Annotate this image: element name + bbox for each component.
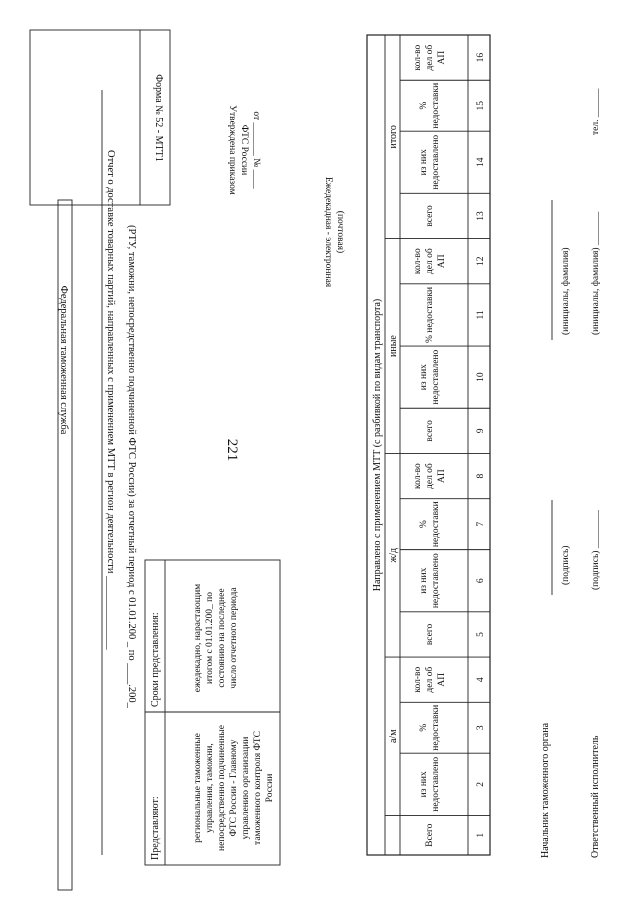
table-col-header: дел об	[425, 248, 435, 275]
present-who-text	[193, 725, 275, 851]
present-who-line: управления, таможни,	[205, 743, 215, 833]
table-col-header: всего	[425, 205, 435, 227]
table-col-header: АП	[437, 469, 447, 483]
present-who-header: Представляют:	[150, 796, 161, 860]
executor-initials-hint: (инициалы, фамилия) _______	[591, 211, 601, 335]
present-who-line: управлению организации	[241, 736, 251, 840]
signature-block	[540, 88, 601, 858]
table-col-number: 5	[476, 632, 486, 637]
table-col-header: % недоставки	[425, 286, 435, 344]
table-col-header: из них	[419, 364, 429, 391]
table-col-header: недоставки	[431, 704, 441, 751]
table-col-header: АП	[437, 50, 447, 65]
table-col-number: 6	[476, 578, 486, 584]
table-col-number: 15	[476, 100, 486, 111]
report-title-line2: (РТУ, таможни, непосредственно подчиненной ФТС России) за отчетный период с 01.01.200 _ по ____.200_	[126, 225, 137, 708]
present-who-line: непосредственно подчиненные	[217, 725, 227, 851]
present-who-line: России	[265, 773, 275, 803]
table-col-header: %	[419, 101, 429, 110]
form-number: Форма № 52 - МТТ1	[153, 74, 164, 162]
table-col-header: недоставлено	[431, 756, 441, 812]
table-col-number: 7	[476, 521, 486, 527]
head-sign-hint: (подпись)	[561, 545, 571, 585]
table-group-header: иные	[388, 335, 399, 357]
table-group-header: ж/д	[388, 547, 399, 563]
report-title-line1: Отчет о доставке товарных партий, направленных с применением МТТ в регион деятельности ______________	[105, 150, 116, 650]
table-col-header: недоставки	[431, 501, 441, 548]
table-group-header: итого	[388, 125, 399, 149]
mtt-table	[367, 35, 490, 855]
table-col-number: 2	[476, 781, 486, 787]
form-approval-box	[30, 30, 346, 288]
page-number: 221	[224, 438, 240, 462]
table-col-number: 8	[476, 473, 486, 479]
table-col-header: всего	[425, 623, 435, 646]
present-who-line: ФТС России - Главному	[229, 739, 239, 837]
present-when-text	[193, 584, 239, 692]
table-col-header: кол-во	[413, 463, 423, 490]
table-col-header: недоставлено	[431, 553, 441, 609]
frequency-line1: Ежедекадная - электронная	[323, 176, 333, 288]
present-when-line: ежедекадно, нарастающим	[193, 583, 203, 693]
table-col-header: недоставлено	[431, 134, 441, 190]
approved-line3: от _______ № ____	[251, 111, 261, 189]
table-col-header: АП	[437, 672, 447, 687]
present-who-line: региональные таможенные	[193, 733, 203, 843]
head-label: Начальник таможенного органа	[540, 722, 551, 858]
table-col-header: дел об	[425, 44, 435, 71]
table-col-header: кол-во	[413, 44, 423, 71]
present-when-line: число отчетного периода	[229, 587, 239, 689]
table-col-header: всего	[425, 420, 435, 442]
table-col-header: АП	[437, 254, 447, 269]
table-col-header: дел об	[425, 463, 435, 489]
table-col-header: кол-во	[413, 666, 423, 693]
table-col-number: 10	[476, 372, 486, 382]
table-col-number: 4	[476, 677, 486, 683]
head-initials-hint: (инициалы, фамилия)	[561, 247, 571, 335]
table-col-number: 3	[476, 725, 486, 731]
table-col-header: Всего	[425, 823, 435, 847]
table-col-number: 11	[476, 310, 486, 320]
present-box	[145, 560, 280, 865]
executor-label: Ответственный исполнитель	[590, 735, 601, 858]
table-col-header: из них	[419, 771, 429, 798]
table-title: Направлено с применением МТТ (с разбивкой по видам транспорта)	[372, 298, 383, 592]
frequency-line2: (почтовая)	[335, 210, 345, 254]
table-col-number: 1	[476, 832, 486, 838]
table-col-header: кол-во	[413, 248, 423, 275]
table-col-header: из них	[419, 567, 429, 594]
table-col-number: 16	[476, 52, 486, 63]
table-col-header: из них	[419, 149, 429, 176]
phone: тел. ______	[591, 88, 601, 135]
table-col-header: дел об	[425, 666, 435, 693]
org-name: Федеральная таможенная служба	[58, 285, 69, 435]
table-col-header: недоставки	[431, 82, 441, 129]
present-who-line: таможенного контроля ФТС	[253, 731, 263, 845]
present-when-line: итогом с 01.01.200_ по	[205, 591, 215, 685]
table-col-header: %	[419, 723, 429, 732]
approved-line2: ФТС России	[239, 124, 249, 176]
approved-line1: Утверждена приказом	[227, 105, 237, 195]
table-col-number: 14	[476, 157, 486, 167]
present-when-line: состоянию на последнее	[217, 588, 227, 688]
org-name-box	[58, 200, 72, 890]
table-col-number: 9	[476, 428, 486, 434]
table-col-number: 12	[476, 256, 486, 266]
executor-sign-hint: (подпись) ________	[591, 510, 601, 590]
present-when-header: Сроки представления:	[150, 612, 161, 707]
table-group-header: а/м	[388, 729, 399, 744]
table-col-header: недоставлено	[431, 349, 441, 405]
table-col-number: 13	[476, 211, 486, 221]
table-col-header: %	[419, 520, 429, 529]
